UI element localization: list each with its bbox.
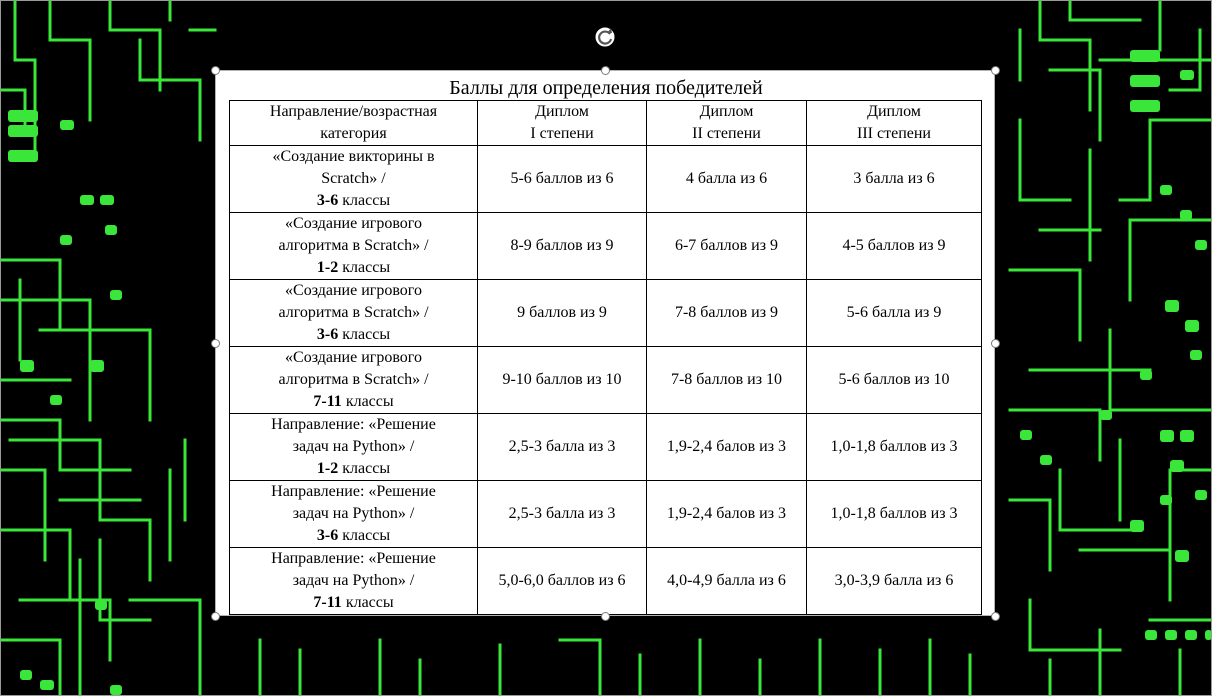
header-diploma-1: Диплом I степени (478, 101, 647, 146)
diploma-2-score-cell: 7-8 баллов из 9 (647, 280, 807, 347)
category-cell: Направление: «Решение задач на Python» / 3-6 классы (230, 481, 478, 548)
diploma-2-score-cell: 1,9-2,4 балов из 3 (647, 414, 807, 481)
resize-handle-bottom-left[interactable] (211, 612, 220, 621)
resize-handle-middle-left[interactable] (211, 339, 220, 348)
diploma-2-score-cell: 4 балла из 6 (647, 146, 807, 213)
diploma-2-score-cell: 7-8 баллов из 10 (647, 347, 807, 414)
header-diploma-2: Диплом II степени (647, 101, 807, 146)
winners-score-table (229, 100, 982, 615)
table-row (230, 213, 982, 280)
diploma-1-score-cell: 9-10 баллов из 10 (478, 347, 647, 414)
diploma-2-score-cell: 6-7 баллов из 9 (647, 213, 807, 280)
resize-handle-top-right[interactable] (991, 66, 1000, 75)
category-cell: «Создание викторины в Scratch» / 3-6 классы (230, 146, 478, 213)
category-cell: «Создание игрового алгоритма в Scratch» / 3-6 классы (230, 280, 478, 347)
diploma-1-score-cell: 2,5-3 балла из 3 (478, 481, 647, 548)
resize-handle-bottom-center[interactable] (601, 612, 610, 621)
resize-handle-top-left[interactable] (211, 66, 220, 75)
diploma-3-score-cell: 3,0-3,9 балла из 6 (807, 548, 982, 615)
diploma-1-score-cell: 5,0-6,0 баллов из 6 (478, 548, 647, 615)
table-row (230, 548, 982, 615)
table-row (230, 481, 982, 548)
category-cell: Направление: «Решение задач на Python» / 1-2 классы (230, 414, 478, 481)
table-header-row (230, 101, 982, 146)
header-category: Направление/возрастная категория (230, 101, 478, 146)
table-row (230, 146, 982, 213)
category-cell: Направление: «Решение задач на Python» / 7-11 классы (230, 548, 478, 615)
diploma-3-score-cell: 1,0-1,8 баллов из 3 (807, 414, 982, 481)
resize-handle-middle-right[interactable] (991, 339, 1000, 348)
diploma-3-score-cell: 5-6 баллов из 10 (807, 347, 982, 414)
diploma-2-score-cell: 1,9-2,4 балов из 3 (647, 481, 807, 548)
diploma-1-score-cell: 2,5-3 балла из 3 (478, 414, 647, 481)
category-cell: «Создание игрового алгоритма в Scratch» / 1-2 классы (230, 213, 478, 280)
header-diploma-3: Диплом III степени (807, 101, 982, 146)
table-text-box[interactable] (215, 70, 995, 616)
diploma-3-score-cell: 5-6 балла из 9 (807, 280, 982, 347)
diploma-1-score-cell: 5-6 баллов из 6 (478, 146, 647, 213)
table-row (230, 280, 982, 347)
diploma-1-score-cell: 8-9 баллов из 9 (478, 213, 647, 280)
diploma-1-score-cell: 9 баллов из 9 (478, 280, 647, 347)
diploma-3-score-cell: 3 балла из 6 (807, 146, 982, 213)
category-cell: «Создание игрового алгоритма в Scratch» / 7-11 классы (230, 347, 478, 414)
resize-handle-bottom-right[interactable] (991, 612, 1000, 621)
diploma-3-score-cell: 4-5 баллов из 9 (807, 213, 982, 280)
rotate-handle-icon[interactable] (593, 25, 617, 49)
diploma-2-score-cell: 4,0-4,9 балла из 6 (647, 548, 807, 615)
resize-handle-top-center[interactable] (601, 66, 610, 75)
table-row (230, 347, 982, 414)
table-row (230, 414, 982, 481)
diploma-3-score-cell: 1,0-1,8 баллов из 3 (807, 481, 982, 548)
table-title: Баллы для определения победителей (449, 77, 763, 99)
